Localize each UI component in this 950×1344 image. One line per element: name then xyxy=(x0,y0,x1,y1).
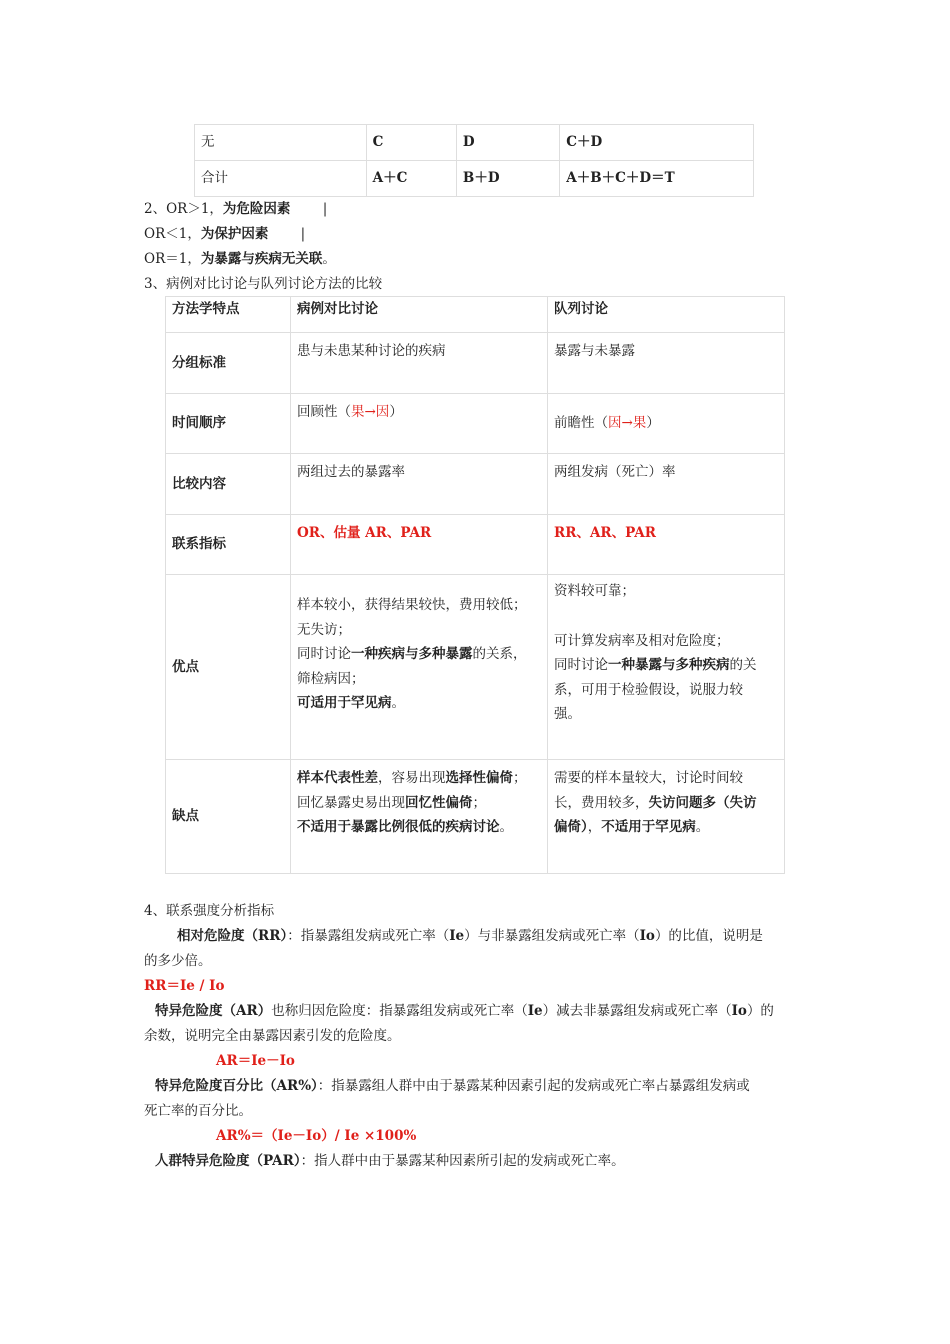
arp-formula: AR%＝（Ie－Io）/ Ie ×100% xyxy=(216,1128,417,1144)
text-cursor-mark: | xyxy=(300,226,306,242)
text-line xyxy=(554,791,778,816)
table-row xyxy=(166,515,785,575)
row-label: 时间顺序 xyxy=(166,394,291,454)
text: ）与非暴露组发病或死亡率（ xyxy=(464,928,640,944)
text: 人群特异危险度（PAR） xyxy=(155,1153,301,1169)
table-header-row xyxy=(166,297,785,333)
rr-formula: RR＝Ie / Io xyxy=(144,978,225,994)
or-line-2 xyxy=(144,222,305,246)
text: 回顾性（ xyxy=(297,404,351,420)
text: 为保护因素 xyxy=(200,226,269,242)
text: 特异危险度（AR） xyxy=(155,1003,272,1019)
text: ：指暴露组人群中由于暴露某种因素引起的发病或死亡率占暴露组发病或 xyxy=(317,1078,750,1094)
table-cell xyxy=(291,575,548,760)
par-definition xyxy=(155,1149,625,1173)
contingency-table xyxy=(194,124,754,197)
table-cell xyxy=(291,760,548,874)
arp-definition xyxy=(155,1074,750,1098)
table-row xyxy=(166,575,785,760)
table-row xyxy=(195,161,754,197)
ar-formula: AR＝Ie－Io xyxy=(216,1053,295,1069)
text: ）减去非暴露组发病或死亡率（ xyxy=(542,1003,732,1019)
text: 偏倚） xyxy=(554,819,588,835)
text: 失访问题多（失访 xyxy=(648,794,757,811)
text: Ie xyxy=(527,1003,543,1019)
text-line: 需要的样本量较大，讨论时间较 xyxy=(554,770,743,786)
text-line: 样本较小，获得结果较快，费用较低； xyxy=(297,597,527,613)
table-cell xyxy=(548,394,785,454)
section-heading-4: 4、联系强度分析指标 xyxy=(144,903,275,919)
text: OR＝1， xyxy=(144,251,201,267)
row-label: 分组标准 xyxy=(166,333,291,394)
text: ） xyxy=(389,404,403,420)
text-line: 资料较可靠； xyxy=(554,583,635,599)
text: 同时讨论 xyxy=(297,646,351,662)
text: 一种疾病与多种暴露 xyxy=(351,646,473,662)
table-cell xyxy=(548,575,785,760)
text-cursor-mark: | xyxy=(322,201,328,217)
text: 前瞻性（ xyxy=(554,415,608,432)
text: 不适用于暴露比例很低的疾病讨论 xyxy=(297,819,500,835)
table-cell: OR、估量 AR、PAR xyxy=(291,515,548,575)
text-line: 系，可用于检验假设，说服力较 xyxy=(554,681,743,698)
text-line xyxy=(554,653,778,678)
table-cell: 两组发病（死亡）率 xyxy=(548,454,785,515)
table-cell: C＋D xyxy=(560,125,754,161)
text-line xyxy=(297,815,541,840)
table-row xyxy=(166,333,785,394)
text: Io xyxy=(731,1003,747,1019)
text: 。 xyxy=(322,251,336,267)
text: 的关 xyxy=(729,657,757,673)
text: 的关系， xyxy=(472,646,527,662)
text: 相对危险度（RR） xyxy=(177,928,288,944)
header-cell: 方法学特点 xyxy=(166,297,291,333)
text: 一种暴露与多种疾病 xyxy=(608,657,730,673)
section-heading-3: 3、病例对比讨论与队列讨论方法的比较 xyxy=(144,276,383,292)
row-label: 联系指标 xyxy=(166,515,291,575)
table-cell: C xyxy=(366,125,456,161)
text: ） xyxy=(646,415,660,432)
comparison-table xyxy=(165,296,785,874)
text: ：指人群中由于暴露某种因素所引起的发病或死亡率。 xyxy=(300,1153,625,1169)
text: 可适用于罕见病 xyxy=(297,695,392,711)
text: 2、OR＞1， xyxy=(144,201,223,217)
text: 不适用于罕见病 xyxy=(601,819,696,835)
row-label: 缺点 xyxy=(166,760,291,874)
text: 也称归因危险度：指暴露组发病或死亡率（ xyxy=(271,1003,528,1019)
text: Ie xyxy=(449,928,465,944)
text-line xyxy=(297,691,541,716)
table-cell: B＋D xyxy=(456,161,559,197)
text-line: 可计算发病率及相对危险度； xyxy=(554,632,730,649)
text-line: 强。 xyxy=(554,706,581,722)
text: ，容易出现 xyxy=(378,770,446,786)
text: 为暴露与疾病无关联 xyxy=(200,251,323,267)
table-row xyxy=(166,760,785,874)
rr-definition xyxy=(177,924,763,948)
text: 选择性偏倚 xyxy=(445,770,513,786)
table-cell: 两组过去的暴露率 xyxy=(291,454,548,515)
text: 为危险因素 xyxy=(222,201,291,217)
table-cell: 暴露与未暴露 xyxy=(548,333,785,394)
text: ）的 xyxy=(746,1003,774,1019)
table-cell xyxy=(291,394,548,454)
ar-definition-cont: 余数，说明完全由暴露因素引发的危险度。 xyxy=(144,1028,401,1044)
table-cell: A＋C xyxy=(366,161,456,197)
text: ； xyxy=(513,770,527,786)
row-label: 合计 xyxy=(195,161,367,197)
table-cell: RR、AR、PAR xyxy=(548,515,785,575)
text: 回忆暴露史易出现 xyxy=(297,794,405,811)
or-line-1 xyxy=(144,197,327,221)
text: 样本代表性差 xyxy=(297,770,378,786)
table-row xyxy=(166,394,785,454)
text: 长，费用较多， xyxy=(554,794,649,811)
text-line xyxy=(297,642,541,667)
text-line: 筛检病因； xyxy=(297,670,365,687)
text: 。 xyxy=(499,819,513,835)
table-cell xyxy=(548,760,785,874)
or-line-3 xyxy=(144,247,336,271)
table-row xyxy=(166,454,785,515)
row-label: 比较内容 xyxy=(166,454,291,515)
table-row xyxy=(195,125,754,161)
header-cell: 队列讨论 xyxy=(548,297,785,333)
text: 同时讨论 xyxy=(554,657,608,673)
text: ）的比值，说明是 xyxy=(654,928,763,944)
text-line: 无失访； xyxy=(297,621,351,638)
text: 。 xyxy=(391,695,405,711)
table-cell: A＋B＋C＋D＝T xyxy=(560,161,754,197)
header-cell: 病例对比讨论 xyxy=(291,297,548,333)
rr-definition-cont: 的多少倍。 xyxy=(144,953,212,969)
text: Io xyxy=(639,928,655,944)
text-line xyxy=(297,766,541,791)
arp-definition-cont: 死亡率的百分比。 xyxy=(144,1103,252,1119)
text: ：指暴露组发病或死亡率（ xyxy=(287,928,450,944)
row-label: 优点 xyxy=(166,575,291,760)
text-line xyxy=(297,791,541,816)
text: 。 xyxy=(695,819,710,835)
text: ， xyxy=(587,819,602,835)
text: ； xyxy=(472,794,486,811)
text-line xyxy=(554,815,778,840)
text: 特异危险度百分比（AR%） xyxy=(155,1078,318,1094)
table-cell: D xyxy=(456,125,559,161)
ar-definition xyxy=(155,999,774,1023)
text: 因→果 xyxy=(608,415,647,432)
table-cell: 患与未患某种讨论的疾病 xyxy=(291,333,548,394)
text: 回忆性偏倚 xyxy=(405,794,473,811)
text: 果→因 xyxy=(351,404,390,420)
row-label: 无 xyxy=(195,125,367,161)
text: OR＜1， xyxy=(144,226,201,242)
